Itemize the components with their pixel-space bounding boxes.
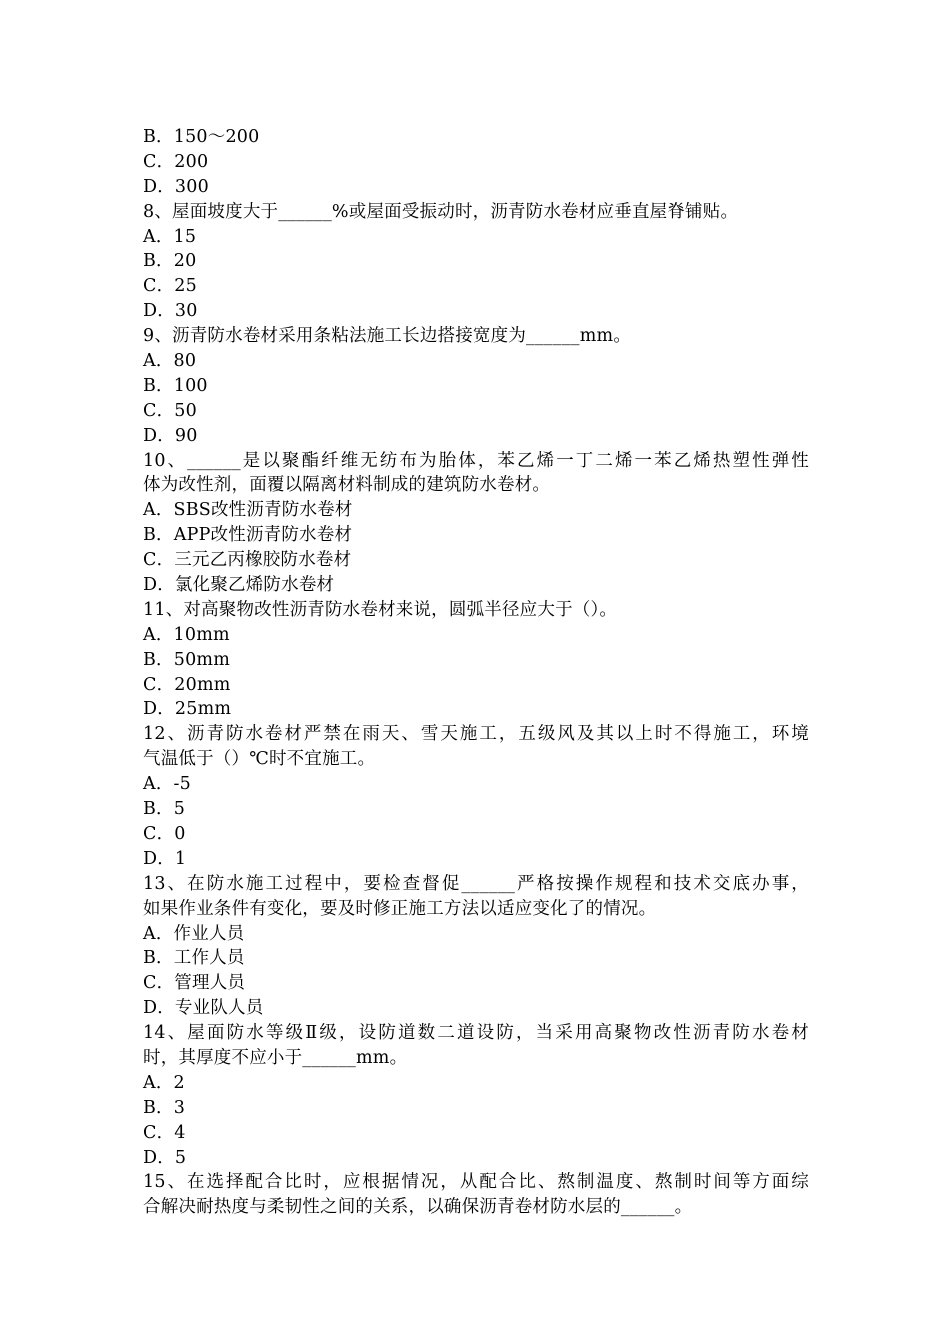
option-line: A．15	[143, 226, 197, 247]
question-line: 合解决耐热度与柔韧性之间的关系，以确保沥青卷材防水层的______。	[143, 1197, 693, 1218]
option-line: D．300	[143, 176, 209, 197]
option-line: B．20	[143, 251, 197, 272]
option-line: C．50	[143, 400, 197, 421]
option-line: C．200	[143, 151, 209, 172]
question-line: 11、对高聚物改性沥青防水卷材来说，圆弧半径应大于（）。	[143, 599, 618, 620]
option-line: C．25	[143, 276, 197, 297]
option-line: D．30	[143, 301, 198, 322]
option-line: B．100	[143, 375, 208, 396]
option-line: A．-5	[143, 774, 191, 795]
option-line: D．1	[143, 848, 187, 869]
option-line: B．5	[143, 799, 186, 820]
option-line: A．SBS改性沥青防水卷材	[143, 500, 353, 521]
option-line: A．80	[143, 351, 197, 372]
option-line: B．150～200	[143, 127, 260, 147]
option-line: A．作业人员	[143, 923, 245, 944]
question-line: 体为改性剂，面覆以隔离材料制成的建筑防水卷材。	[143, 475, 551, 496]
option-line: D．专业队人员	[143, 998, 264, 1019]
question-line: 9、沥青防水卷材采用条粘法施工长边搭接宽度为______mm。	[143, 326, 632, 347]
option-line: A．2	[143, 1072, 185, 1093]
option-line: C．管理人员	[143, 973, 246, 994]
option-line: B．3	[143, 1097, 186, 1118]
question-line: 如果作业条件有变化，要及时修正施工方法以适应变化了的情况。	[143, 898, 657, 919]
option-line: A．10mm	[143, 624, 230, 645]
question-line: 时，其厚度不应小于______mm。	[143, 1047, 408, 1068]
option-line: D．90	[143, 425, 198, 446]
option-line: D．5	[143, 1147, 187, 1168]
question-line: 8、屋面坡度大于______%或屋面受振动时，沥青防水卷材应垂直屋脊铺贴。	[143, 201, 739, 222]
question-line: 10、______是以聚酯纤维无纺布为胎体，苯乙烯一丁二烯一苯乙烯热塑性弹性	[143, 450, 809, 471]
option-line: C．三元乙丙橡胶防水卷材	[143, 550, 352, 571]
document-content	[143, 125, 809, 1220]
option-line: C．20mm	[143, 674, 231, 695]
question-line: 12、沥青防水卷材严禁在雨天、雪天施工，五级风及其以上时不得施工，环境	[143, 724, 809, 745]
question-line: 14、屋面防水等级Ⅱ级，设防道数二道设防，当采用高聚物改性沥青防水卷材	[143, 1023, 809, 1044]
option-line: D．25mm	[143, 699, 232, 720]
option-line: C．0	[143, 823, 186, 844]
question-line: 13、在防水施工过程中，要检查督促______严格按操作规程和技术交底办事，	[143, 873, 809, 894]
option-line: B．50mm	[143, 649, 231, 670]
option-line: B．工作人员	[143, 948, 245, 969]
option-line: B．APP改性沥青防水卷材	[143, 525, 353, 546]
question-line: 气温低于（）℃时不宜施工。	[143, 749, 376, 770]
option-line: D．氯化聚乙烯防水卷材	[143, 575, 335, 596]
question-line: 15、在选择配合比时，应根据情况，从配合比、熬制温度、熬制时间等方面综	[143, 1172, 809, 1193]
option-line: C．4	[143, 1122, 186, 1143]
